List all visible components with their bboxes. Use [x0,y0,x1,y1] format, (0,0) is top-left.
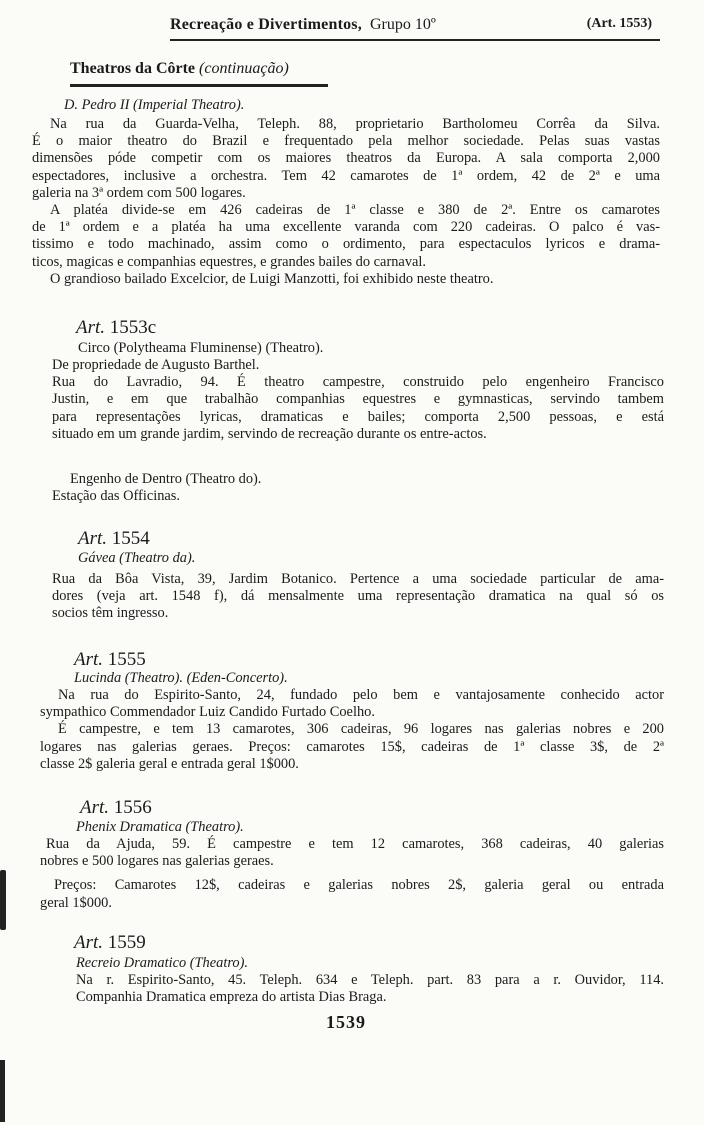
text-line: Na r. Espirito-Santo, 45. Teleph. 634 e Teleph. part. 83 para a r. Ouvidor, 114. [76,972,664,988]
text-line: galeria na 3ª ordem com 500 logares. [32,184,246,201]
header-group: Grupo 10º [369,16,436,33]
text-line: É o maior theatro do Brazil e frequentado pela melhor sociedade. Pelas suas vastas [32,133,660,150]
text-line: Rua da Bôa Vista, 39, Jardim Botanico. Pertence a uma sociedade particular de ama- [52,571,664,587]
section-title-text: Theatros da Côrte [70,60,196,77]
text-line: logares nas galerias geraes. Preços: camarotes 15$, cadeiras de 1ª classe 3$, de 2ª [40,738,664,755]
page-number: 1539 [326,1012,366,1032]
header-article-ref: (Art. 1553) [586,16,652,31]
text-line: dores (veja art. 1548 f), dá mensalmente uma representação dramatica na qual só os [52,588,664,605]
text-line: tissimo e todo machinado, assim como o ordimento, para espectaculos lyricos e drama- [32,236,660,253]
text-line: Na rua do Espirito-Santo, 24, fundado pelo bem e vantajosamente conhecido actor [58,687,664,703]
article-number: 1554 [111,528,150,549]
text-line: Na rua da Guarda-Velha, Teleph. 88, proprietario Bartholomeu Corrêa da Silva. [50,116,660,132]
section-continuation: (continuação) [199,60,289,77]
text-line: nobres e 500 logares nas galerias geraes. [40,853,274,870]
binding-edge-mark [0,1060,5,1122]
entry-d-pedro-body [32,116,660,288]
text-line: De propriedade de Augusto Barthel. [52,357,260,373]
section-title [70,60,289,78]
header-title: Recreação e Divertimentos, [170,16,362,33]
text-line: espectadores, inclusive a orchestra. Tem 42 camarotes de 1ª ordem, 42 de 2ª e uma [32,167,660,184]
text-line: sympathico Commendador Luiz Candido Furtado Coelho. [40,704,375,721]
article-1553c-body [52,357,664,443]
entry-heading-d-pedro: D. Pedro II (Imperial Theatro). [64,97,245,113]
article-subtitle: Lucinda (Theatro). (Eden-Concerto). [74,670,288,686]
text-line: geral 1$000. [40,894,112,911]
article-label: Art. [80,797,110,818]
article-heading-1556 [80,797,152,819]
article-1556-body [40,836,664,912]
text-line: Preços: Camarotes 12$, cadeiras e galerias nobres 2$, galeria geral ou entrada [54,877,664,894]
text-line: para representações lyricas, dramaticas e bailes; comporta 2,500 pessoas, e está [52,408,664,425]
article-subtitle: Circo (Polytheama Fluminense) (Theatro). [78,340,324,356]
article-label: Art. [78,528,108,549]
article-number: 1553c [109,317,157,338]
text-line: socios têm ingresso. [52,605,169,622]
article-label: Art. [74,649,104,670]
text-line: Justin, e em que trabalhão companhias equestres e gymnasticas, servindo tambem [52,391,664,408]
entry-engenho-body [52,488,664,505]
text-line: ticos, magicas e companhias equestres, e grandes bailes do carnaval. [32,253,426,270]
binding-edge-mark [0,870,6,930]
text-line: O grandioso bailado Excelcior, de Luigi Manzotti, foi exhibido neste theatro. [50,270,494,287]
article-number: 1555 [107,649,146,670]
article-number: 1559 [107,932,146,953]
article-1554-body [52,571,664,623]
section-rule [70,84,328,87]
text-line: É campestre, e tem 13 camarotes, 306 cadeiras, 96 logares nas galerias nobres e 200 [58,721,664,738]
article-heading-1559 [74,932,146,954]
header-rule [170,39,660,41]
text-line: A platéa divide-se em 426 cadeiras de 1ª classe e 380 de 2ª. Entre os camarotes [50,202,660,219]
entry-heading-engenho: Engenho de Dentro (Theatro do). [70,471,262,487]
article-heading-1555 [74,649,146,671]
article-label: Art. [74,932,104,953]
text-line: Companhia Dramatica empreza do artista Dias Braga. [76,989,387,1006]
text-line: dimensões póde competir com os maiores theatros da Europa. A sala comporta 2,000 [32,150,660,167]
article-heading-1553c [76,317,156,339]
article-1555-body [40,687,664,773]
text-line: Estação das Officinas. [52,488,181,504]
article-1559-body [76,972,664,1006]
text-line: Rua do Lavradio, 94. É theatro campestre, construido pelo engenheiro Francisco [52,374,664,391]
text-line: classe 2$ galeria geral e entrada geral 1$000. [40,755,299,772]
text-line: situado em um grande jardim, servindo de recreação durante os entre-actos. [52,425,487,442]
article-subtitle: Recreio Dramatico (Theatro). [76,955,248,971]
article-label: Art. [76,317,106,338]
article-subtitle: Gávea (Theatro da). [78,550,196,566]
running-header [170,16,660,40]
article-heading-1554 [78,528,150,550]
article-subtitle: Phenix Dramatica (Theatro). [76,819,244,835]
text-line: Rua da Ajuda, 59. É campestre e tem 12 camarotes, 368 cadeiras, 40 galerias [46,836,664,852]
text-line: de 1ª ordem e a platéa ha uma excellente varanda com 220 cadeiras. O palco é vas- [32,219,660,236]
article-number: 1556 [113,797,152,818]
